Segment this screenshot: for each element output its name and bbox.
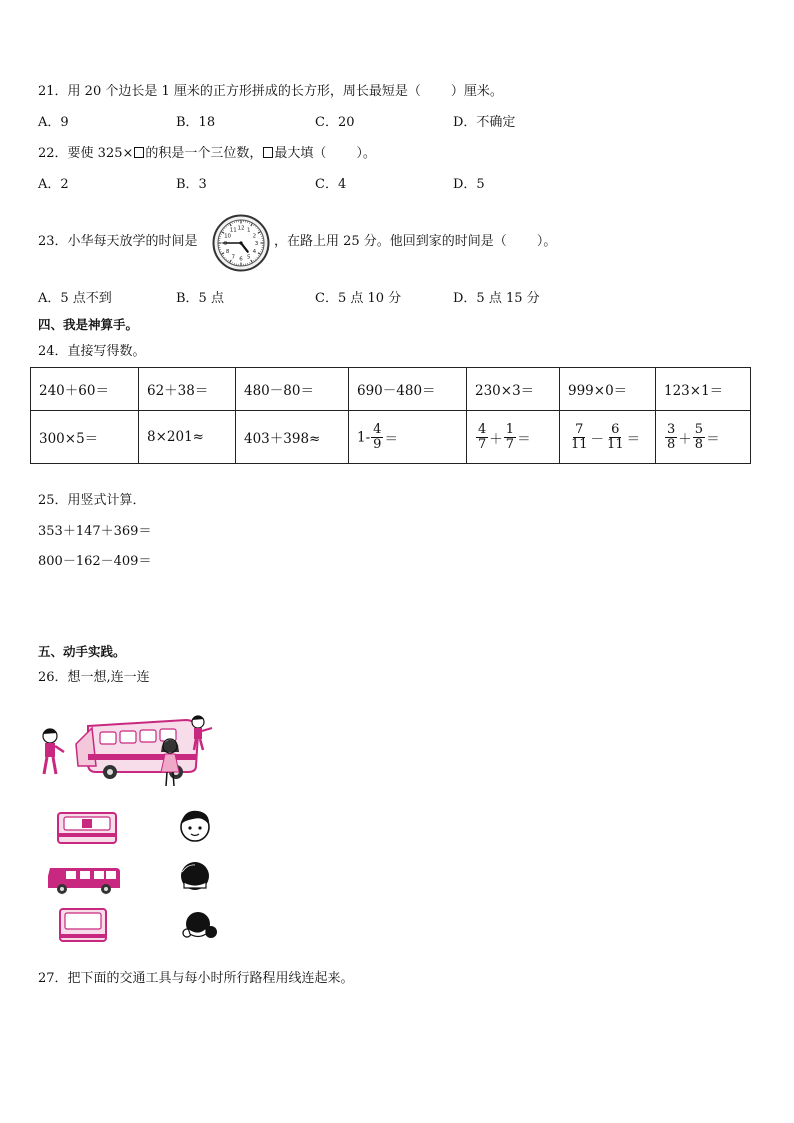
calc-cell: 300×5＝ <box>31 411 139 464</box>
van-front-view-icon <box>56 811 118 845</box>
calc-cell: 123×1＝ <box>656 368 751 411</box>
q21-option-b: B．18 <box>176 115 216 130</box>
van-side-view-icon <box>46 862 122 896</box>
fraction: $\frac{1}{7}$ <box>505 421 515 452</box>
calc-cell-fraction: $\frac{3}{8}$ ＋ $\frac{5}{8}$ ＝ <box>656 411 751 464</box>
q26-stem: 26．想一想,连一连 <box>38 670 150 685</box>
svg-text:8: 8 <box>225 248 230 255</box>
van-icon <box>76 720 198 779</box>
fraction: $\frac{4}{7}$ <box>478 421 487 452</box>
clock-icon <box>212 214 270 272</box>
svg-text:7: 7 <box>231 254 235 261</box>
van-back-view-icon <box>58 907 108 945</box>
calc-cell: 62＋38＝ <box>139 368 236 411</box>
svg-text:9: 9 <box>223 241 228 247</box>
calc-cell: 690－480＝ <box>349 368 467 411</box>
svg-text:5: 5 <box>247 254 251 261</box>
svg-text:11: 11 <box>229 227 237 234</box>
boy-face-icon <box>176 806 214 844</box>
q23-option-b: B．5 点 <box>176 291 224 306</box>
section-title-4: 四、我是神算手。 <box>38 317 139 332</box>
svg-text:4: 4 <box>252 248 257 255</box>
calc-cell: 230×3＝ <box>467 368 560 411</box>
q25-stem: 25．用竖式计算． <box>38 493 146 508</box>
calc-cell: 999×0＝ <box>560 368 656 411</box>
svg-text:2: 2 <box>252 233 257 240</box>
fraction: $\frac{5}{8}$ <box>694 421 704 452</box>
q22-option-d: D．5 <box>453 177 485 192</box>
q27-stem: 27．把下面的交通工具与每小时所行路程用线连起来。 <box>38 971 354 986</box>
q23-stem-b: ，在路上用 25 分。他回到家的时间是（ ）。 <box>274 234 557 249</box>
q23-option-a: A．5 点不到 <box>38 291 112 306</box>
blank-box <box>263 147 273 158</box>
q24-stem: 24．直接写得数。 <box>38 344 146 359</box>
q22-option-c: C．4 <box>315 177 347 192</box>
q25-line-2: 800－162－409＝ <box>38 554 152 569</box>
fraction: $\frac{6}{11}$ <box>607 421 624 452</box>
svg-text:6: 6 <box>239 256 243 263</box>
q23-stem-a: 23．小华每天放学的时间是 <box>38 234 198 249</box>
fraction: $\frac{4}{9}$ <box>373 421 382 452</box>
calc-cell-fraction: 1- $\frac{4}{9}$ ＝ <box>349 411 467 464</box>
q23-option-c: C．5 点 10 分 <box>315 291 402 306</box>
q25-line-1: 353＋147＋369＝ <box>38 524 152 539</box>
svg-text:3: 3 <box>254 241 259 247</box>
q22-option-a: A．2 <box>38 177 69 192</box>
svg-text:10: 10 <box>224 233 232 240</box>
q22-option-b: B．3 <box>176 177 207 192</box>
q21-option-d: D．不确定 <box>453 115 516 130</box>
calc-table <box>30 367 751 464</box>
section-title-5: 五、动手实践。 <box>38 644 126 659</box>
calc-cell: 240＋60＝ <box>31 368 139 411</box>
svg-text:1: 1 <box>247 227 251 234</box>
fraction: $\frac{3}{8}$ <box>667 421 676 452</box>
calc-cell: 403＋398≈ <box>236 411 349 464</box>
boy-icon <box>192 716 212 750</box>
q21-option-c: C．20 <box>315 115 355 130</box>
q21-option-a: A．9 <box>38 115 69 130</box>
q23-option-d: D．5 点 15 分 <box>453 291 540 306</box>
calc-cell-fraction: $\frac{4}{7}$ ＋ $\frac{1}{7}$ ＝ <box>467 411 560 464</box>
svg-text:12: 12 <box>237 225 245 232</box>
blank-box <box>134 147 144 158</box>
back-of-head-icon <box>178 858 212 892</box>
q22-stem: 22．要使 325× 的积是一个三位数， 最大填（ ）。 <box>38 146 376 161</box>
q21-stem: 21．用 20 个边长是 1 厘米的正方形拼成的长方形，周长最短是（ ）厘米。 <box>38 84 503 99</box>
girl-head-icon <box>178 906 220 942</box>
boy-icon <box>43 729 64 774</box>
van-scene-illustration <box>36 710 216 790</box>
fraction: $\frac{7}{11}$ <box>571 421 588 452</box>
calc-cell-fraction: $\frac{7}{11}$ － $\frac{6}{11}$ ＝ <box>560 411 656 464</box>
calc-cell: 480－80＝ <box>236 368 349 411</box>
calc-cell: 8×201≈ <box>139 411 236 464</box>
